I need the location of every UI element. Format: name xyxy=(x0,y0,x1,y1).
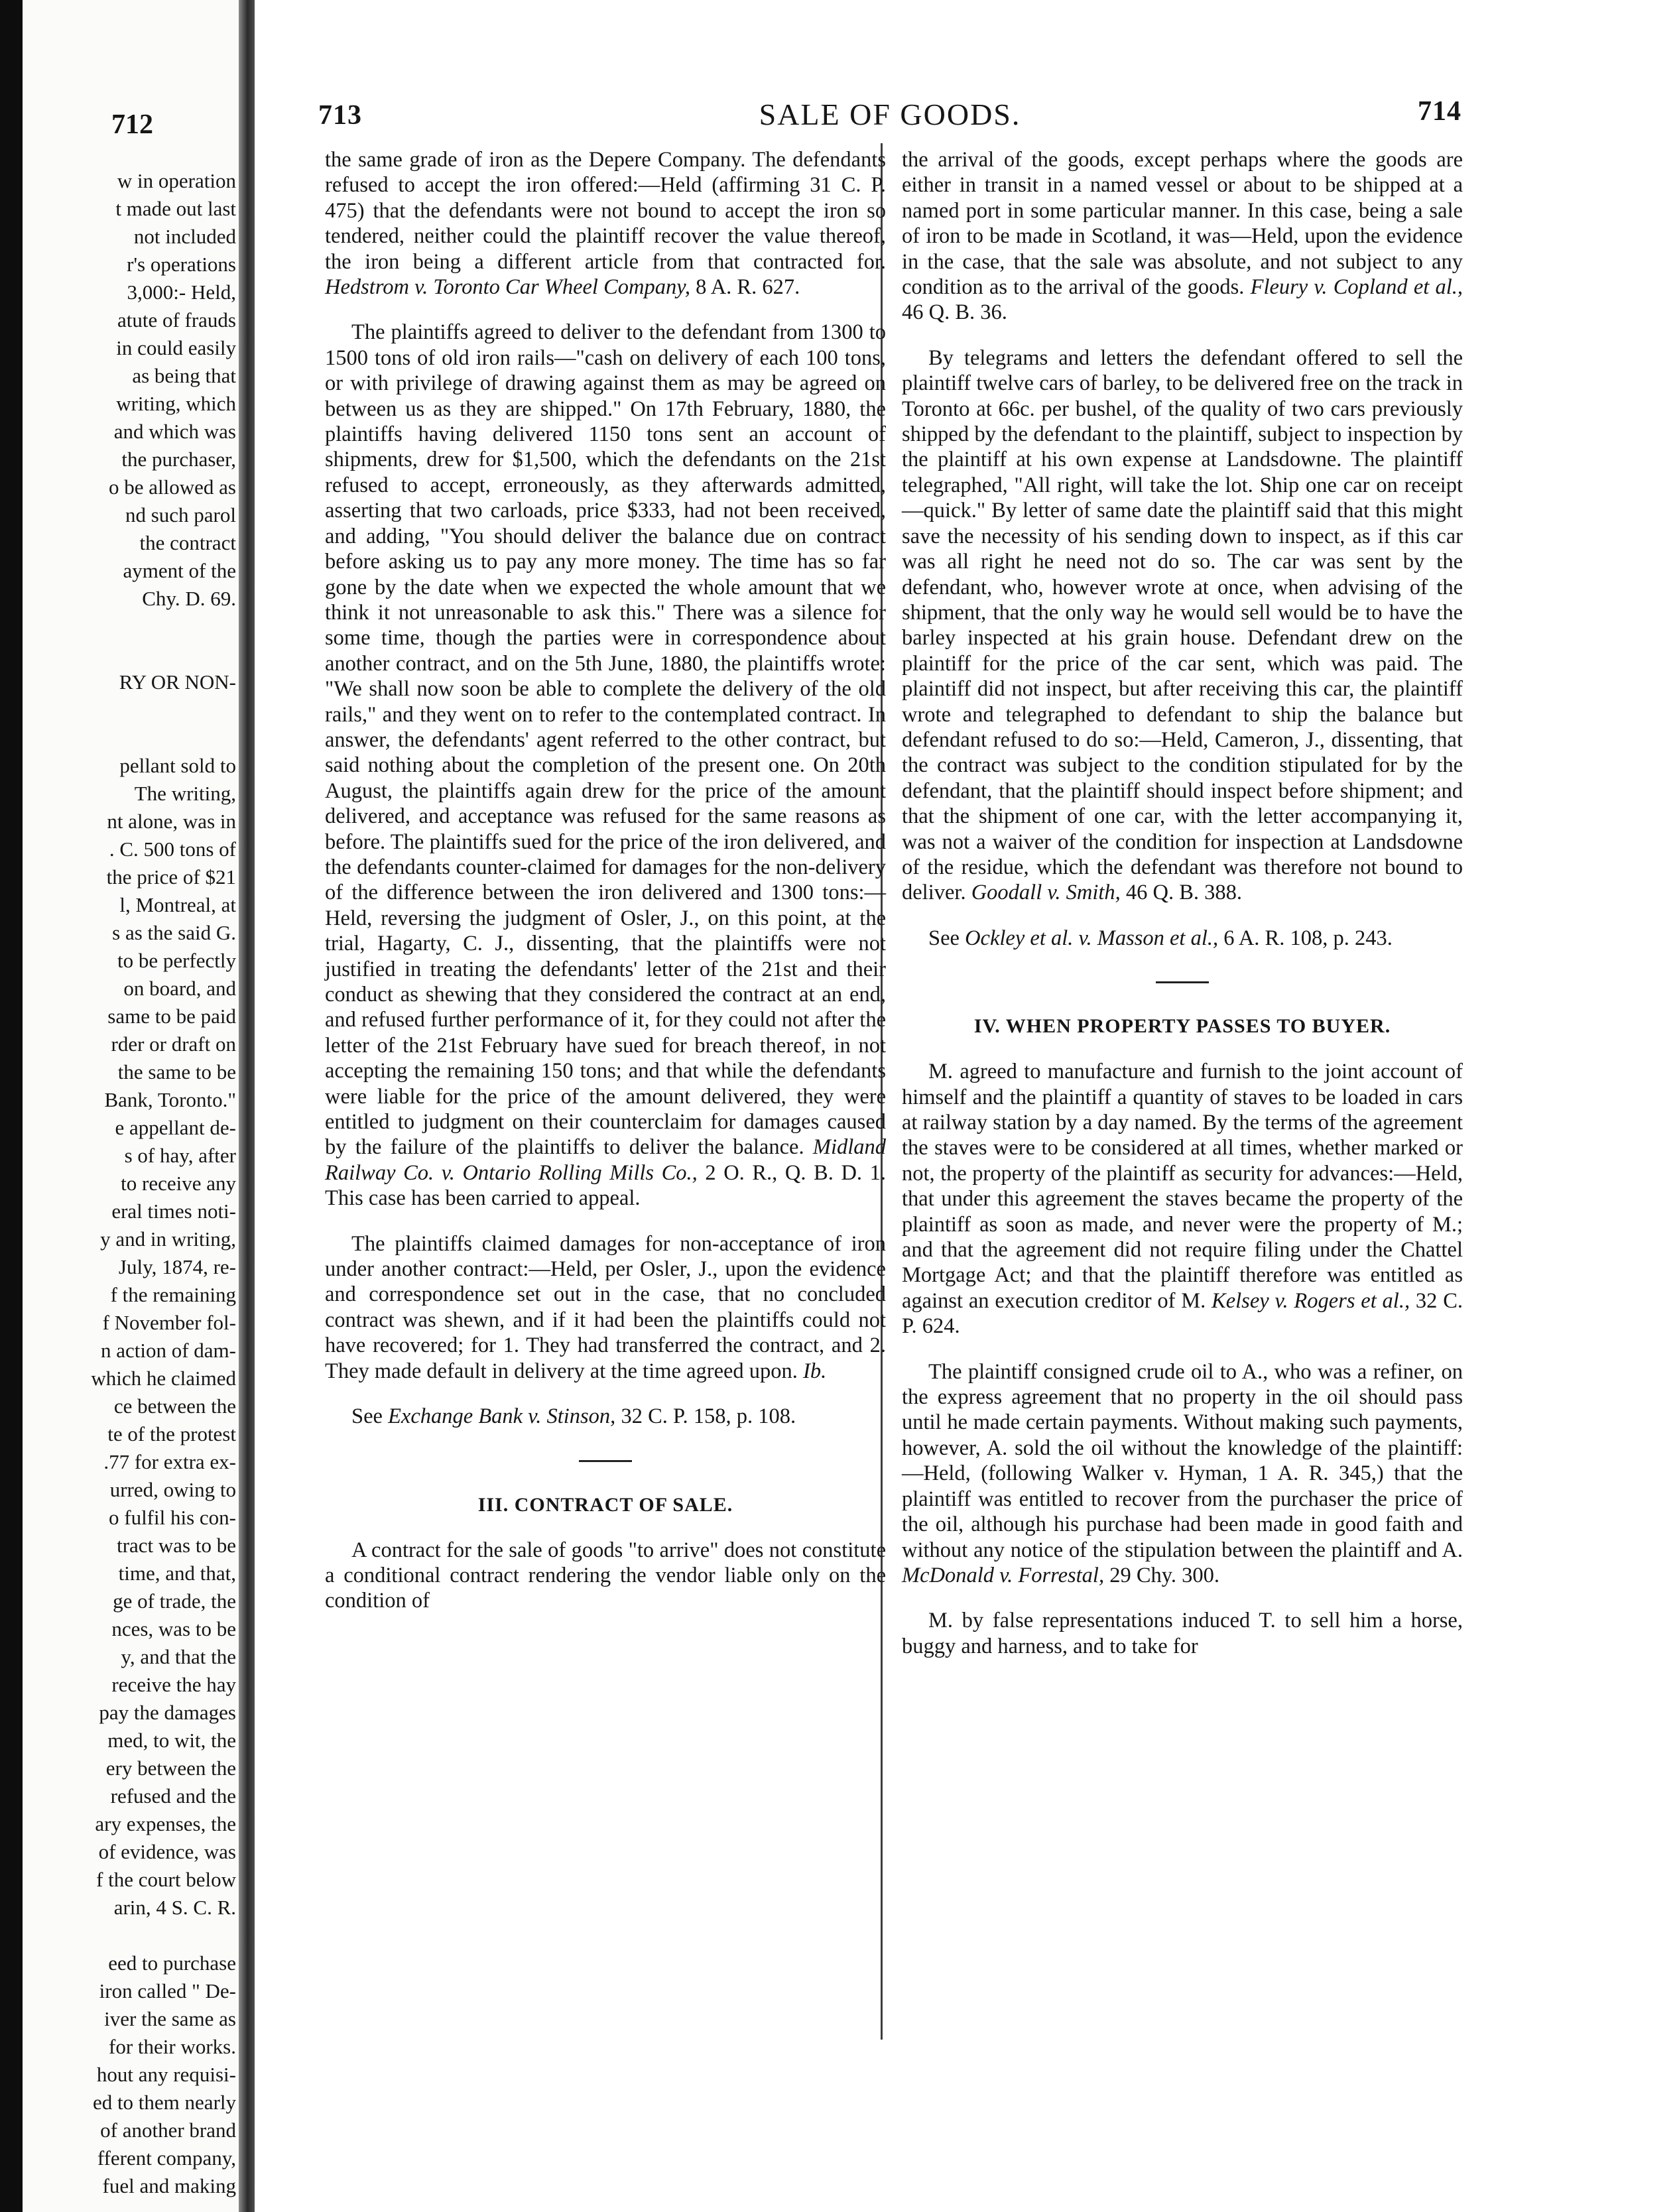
book-gutter xyxy=(239,0,255,2212)
citation-reference: 46 Q. B. 36. xyxy=(902,300,1007,325)
previous-page-line xyxy=(23,641,239,668)
previous-page-line: refused and the xyxy=(110,1784,236,1808)
paragraph-text: See xyxy=(351,1404,389,1429)
case-citation: Hedstrom v. Toronto Car Wheel Company, xyxy=(325,275,690,300)
previous-page-line: arin, 4 S. C. R. xyxy=(113,1896,236,1919)
previous-page-line: urred, owing to xyxy=(109,1478,236,1501)
paragraph-text: The plaintiffs agreed to deliver to the defendant from 1300 to 1500 tons of old iron rails—"cash on delivery of each 100 tons, or with privilege of drawing against them as may be agreed on between us as they are shipped." On 17th February, 1880, the plaintiffs having delivered 1150 tons sent an account of shipments, drew for $1,500, which the defendants on the 21st refused to accept, erroneously, as they afterwards admitted, asserting that two carloads, price $333, had not been received, and adding, "You should deliver the balance due on contract before asking us to pay any more money. The time has so far gone by the date when we expected the whole amount that we think it not unreasonable to ask this." There was a silence for some time, though the parties were in correspondence about another contract, and on the 5th June, 1880, the plaintiffs wrote: "We shall now soon be able to complete the delivery of the old rails," and they went on to refer to the contemplated contract. In answer, the defendants' agent referred to the other contract, but said nothing about the completion of the present one. On 20th August, the plaintiffs again drew for the price of the amount delivered, and acceptance was refused for the same reasons as before. The plaintiffs sued for the price of the iron delivered, and the defendants counter-claimed for damages for the non-delivery of the difference between the iron delivered and 1300 tons:—Held, reversing the judgment of Osler, J., on this point, at the trial, Hagarty, C. J., dissenting, that the plaintiffs were not justified in treating the defendants' letter of the 21st and their conduct as shewing that they considered the contract at an end, and refused further performance of it, for they could not after the letter of the 21st February have sued for breach thereof, in not accepting the remaining 150 tons; and that while the defendants were liable for the price of the amount delivered, they were entitled to judgment on their counterclaim for damages caused by the failure of the plaintiffs to deliver the balance. xyxy=(325,320,886,1160)
previous-page-line: fuel and making xyxy=(102,2174,236,2197)
paragraph-text: the arrival of the goods, except perhaps where the goods are either in transit in a named vessel or about to be shipped at a named port in some particular manner. In this case, being a sale of iron to be made in Scotland, it was—Held, upon the evidence in the case, that the sale was absolute, and not subject to any condition as to the arrival of the goods. xyxy=(902,148,1463,300)
previous-page-line: f the court below xyxy=(96,1868,236,1891)
previous-page-line: writing, which xyxy=(116,392,236,415)
previous-page-line: f November fol- xyxy=(102,1311,236,1334)
scan-border xyxy=(0,0,23,2212)
previous-page-line: nces, was to be xyxy=(111,1617,236,1640)
previous-page-line: July, 1874, re- xyxy=(118,1255,236,1278)
previous-page-line: nd such parol xyxy=(125,503,236,526)
previous-page-line: the purchaser, xyxy=(121,448,236,471)
previous-page-line: the price of $21 xyxy=(106,865,236,889)
previous-page-line: o fulfil his con- xyxy=(109,1506,236,1529)
previous-page-line xyxy=(23,696,239,724)
citation-reference: 29 Chy. 300. xyxy=(1104,1563,1220,1587)
previous-page-line: eral times noti- xyxy=(111,1199,236,1223)
previous-page-line: receive the hay xyxy=(111,1673,236,1696)
previous-page-line: RY OR NON- xyxy=(119,670,236,694)
section-separator xyxy=(579,1460,632,1462)
paragraph xyxy=(902,1359,1463,1589)
previous-page-line: iver the same as xyxy=(104,2007,236,2030)
running-title: SALE OF GOODS. xyxy=(759,97,1021,131)
citation-reference: 32 C. P. 624. xyxy=(902,1288,1463,1339)
previous-page-line: s as the said G. xyxy=(112,921,236,944)
case-citation: Midland Railway Co. v. Ontario Rolling Mills Co., xyxy=(325,1135,887,1185)
section-separator xyxy=(1156,981,1209,983)
paragraph-text: See xyxy=(928,926,965,950)
previous-page-line: and which was xyxy=(113,420,236,443)
previous-page-line: time, and that, xyxy=(118,1562,236,1585)
previous-page-line: r's operations xyxy=(127,253,236,276)
paragraph xyxy=(325,147,886,300)
previous-page-text xyxy=(23,167,239,2200)
previous-page-line: iron called " De- xyxy=(99,1979,236,2002)
page-header xyxy=(318,93,1461,133)
previous-page-line: in could easily xyxy=(116,336,236,359)
paragraph xyxy=(902,345,1463,906)
page xyxy=(255,0,1679,2212)
previous-page-line: atute of frauds xyxy=(117,308,236,332)
previous-page-line: ge of trade, the xyxy=(113,1589,236,1613)
previous-page-line xyxy=(23,1922,239,1949)
previous-page-line: 3,000:- Held, xyxy=(127,280,236,304)
previous-page-line: med, to wit, the xyxy=(107,1729,236,1752)
previous-page-line: rder or draft on xyxy=(111,1032,236,1056)
previous-page-line: ed to them nearly xyxy=(92,2091,236,2114)
previous-page-line: f the remaining xyxy=(110,1283,236,1306)
paragraph-text: M. agreed to manufacture and furnish to the joint account of himself and the plaintiff a quantity of staves to be loaded in cars at railway station by a day named. By the terms of the agreement the staves were to be considered at all times, whether marked or not, the property of the plaintiff as security for advances:—Held, that under this agreement the staves became the property of the plaintiff as soon as made, and never were the property of M.; and that the agreement did not require filing under the Chattel Mortgage Act; and that the plaintiff therefore was entitled as against an execution creditor of M. xyxy=(902,1060,1463,1313)
previous-page-line: Bank, Toronto." xyxy=(104,1088,236,1111)
previous-page-line: the same to be xyxy=(117,1060,236,1083)
previous-page-line: .77 for extra ex- xyxy=(103,1450,236,1473)
previous-page-line: for their works. xyxy=(109,2035,236,2058)
previous-page-line: pellant sold to xyxy=(119,754,236,777)
paragraph xyxy=(325,1538,886,1614)
previous-page-line: te of the protest xyxy=(107,1422,236,1445)
previous-page-line: which he claimed xyxy=(91,1367,236,1390)
page-number-right: 714 xyxy=(1418,96,1461,127)
previous-page-line: to receive any xyxy=(121,1172,236,1195)
paragraph-text: The plaintiff consigned crude oil to A., who was a refiner, on the express agreement that no property in the oil should pass until he made certain payments. Without making such payments, however, A. sold the oil without the knowledge of the plaintiff:—Held, (following Walker v. Hyman, 1 A. R. 345,) that the plaintiff was entitled to recover from the purchaser the price of the oil, although his purchase had been made in good faith and without any notice of the stipulation between the plaintiff and A. xyxy=(902,1359,1463,1562)
right-column xyxy=(902,147,1463,1659)
paragraph xyxy=(902,1608,1463,1659)
citation-reference: 46 Q. B. 388. xyxy=(1120,881,1243,905)
previous-page-line: ery between the xyxy=(105,1756,236,1780)
previous-page-line: same to be paid xyxy=(107,1005,236,1028)
citation-reference: 2 O. R., Q. B. D. 1. This case has been carried to appeal. xyxy=(325,1160,886,1211)
case-citation: Ockley et al. v. Masson et al., xyxy=(965,926,1219,950)
paragraph-text: The plaintiffs claimed damages for non-acceptance of iron under another contract:—Held, per Osler, J., upon the evidence and correspondence set out in the case, that no concluded contract was shewn, and if it had been the plaintiffs could not have recovered; for 1. They had transferred the contract, and 2. They made default in delivery at the time agreed upon. xyxy=(325,1231,886,1383)
previous-page-line: of evidence, was xyxy=(98,1840,236,1863)
previous-page-line: Chy. D. 69. xyxy=(142,587,236,610)
case-citation: Kelsey v. Rogers et al., xyxy=(1212,1288,1410,1313)
previous-page-line: . C. 500 tons of xyxy=(109,837,236,861)
previous-page-line xyxy=(23,613,239,641)
previous-page-number: 712 xyxy=(111,109,153,140)
previous-page-line: s of hay, after xyxy=(124,1144,236,1167)
citation-reference: 8 A. R. 627. xyxy=(690,275,800,300)
previous-page-line: t made out last xyxy=(115,197,236,220)
case-citation: McDonald v. Forrestal, xyxy=(902,1563,1105,1587)
citation-reference: 32 C. P. 158, p. 108. xyxy=(615,1404,796,1429)
paragraph xyxy=(902,1059,1463,1339)
previous-page-line: hout any requisi- xyxy=(96,2063,236,2086)
case-citation: Goodall v. Smith, xyxy=(971,881,1121,905)
previous-page-line: as being that xyxy=(132,364,236,387)
previous-page-line: of another brand xyxy=(100,2119,236,2142)
previous-page-line: tract was to be xyxy=(117,1534,236,1557)
previous-page-line: e appellant de- xyxy=(115,1116,236,1139)
paragraph-text: the same grade of iron as the Depere Company. The defendants refused to accept the iron offered:—Held (affirming 31 C. P. 475) that the defendants were not bound to accept the iron so tendered, neither could the plaintiff recover the value thereof, the iron being a different article from that contracted for. xyxy=(325,148,886,274)
previous-page-line: n action of dam- xyxy=(100,1339,236,1362)
previous-page-line: to be perfectly xyxy=(117,949,236,972)
section-heading: IV. WHEN PROPERTY PASSES TO BUYER. xyxy=(973,1015,1391,1038)
previous-page-line xyxy=(23,724,239,752)
previous-page-line: fferent company, xyxy=(97,2146,236,2170)
previous-page-line: y and in writing, xyxy=(100,1227,236,1251)
see-also-note xyxy=(325,1404,886,1429)
previous-page-line: o be allowed as xyxy=(109,475,236,499)
page-number-left: 713 xyxy=(318,100,362,131)
paragraph xyxy=(325,1231,886,1384)
paragraph-text: By telegrams and letters the defendant offered to sell the plaintiff twelve cars of barley, to be delivered free on the track in Toronto at 66c. per bushel, of the quality of two cars previously shipped by the defendant to the plaintiff, subject to inspection by the plaintiff at his own expense at Landsdowne. The plaintiff telegraphed, "All right, will take the lot. Ship one car on receipt—quick." By letter of same date the plaintiff said that this might save the necessity of his sending down to inspect, as if this car was all right he need not do so. The car was sent by the defendant, who, however wrote at once, when advising of the shipment, that the only way he would sell would be to have the barley inspected at his grain house. Defendant drew on the plaintiff for the price of the car sent, which was paid. The plaintiff did not inspect, but after receiving this car, the plaintiff wrote and telegraphed to defendant to ship the balance but defendant refused to do so:—Held, Cameron, J., dissenting, that the contract was subject to the condition stipulated for by the defendant, that the plaintiff should inspect before shipment; and that the shipment of one car, with the letter accompanying it, was not a waiver of the condition for inspection at Landsdowne of the residue, which the defendant was therefore not bound to deliver. xyxy=(902,345,1463,905)
paragraph-text: M. by false representations induced T. to sell him a horse, buggy and harness, and to take for xyxy=(902,1609,1463,1658)
previous-page-line: ayment of the xyxy=(123,559,236,582)
paragraph xyxy=(902,147,1463,326)
previous-page-line: the contract xyxy=(139,531,236,554)
previous-page-line: w in operation xyxy=(117,169,236,192)
previous-page-line: on board, and xyxy=(123,977,236,1000)
previous-page-line: y, and that the xyxy=(121,1645,236,1668)
case-citation: Fleury v. Copland et al., xyxy=(1250,275,1463,300)
previous-page-line: nt alone, was in xyxy=(107,810,236,833)
previous-page-line: not included xyxy=(133,225,236,248)
left-column xyxy=(325,147,886,1614)
previous-page-line: l, Montreal, at xyxy=(119,893,236,916)
previous-page-line: eed to purchase xyxy=(108,1951,236,1975)
previous-page-line: The writing, xyxy=(134,782,236,805)
previous-page-line: ary expenses, the xyxy=(95,1812,236,1835)
citation-reference: 6 A. R. 108, p. 243. xyxy=(1218,926,1393,950)
paragraph-text: A contract for the sale of goods "to arrive" does not constitute a conditional contract rendering the vendor liable only on the condition of xyxy=(325,1538,886,1613)
previous-page-fragment xyxy=(23,0,239,2212)
previous-page-line: pay the damages xyxy=(99,1701,236,1724)
see-also-note xyxy=(902,926,1463,951)
paragraph xyxy=(325,320,886,1211)
previous-page-line: ce between the xyxy=(113,1394,236,1418)
case-citation: Exchange Bank v. Stinson, xyxy=(388,1404,616,1429)
case-citation: Ib. xyxy=(803,1359,827,1383)
section-heading: III. CONTRACT OF SALE. xyxy=(477,1493,733,1516)
